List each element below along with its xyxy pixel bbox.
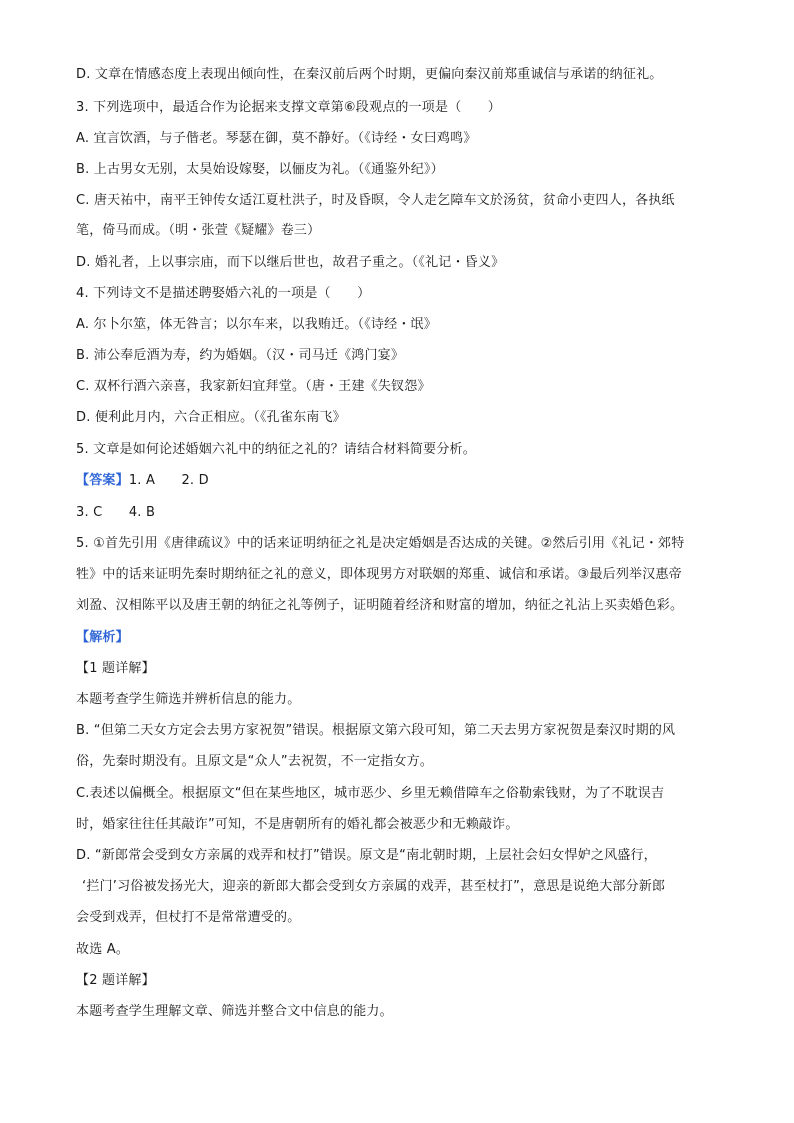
q3-option-c: C. 唐天祐中，南平王钟传女适江夏杜洪子，时及昏暝，令人走乞障车文於汤贫，贫命小吏四人，各执纸 <box>76 193 675 208</box>
q4-option-c: C. 双杯行酒六亲喜，我家新妇宜拜堂。（唐・王建《失钗怨》 <box>76 379 431 394</box>
detail-1-d-line-1: D. “新郎常会受到女方亲属的戏弄和杖打”错误。原文是“南北朝时期，上层社会妇女悍妒之风盛行， <box>76 848 657 863</box>
q3-option-b: B. 上古男女无别，太昊始设嫁娶，以俪皮为礼。（《通鉴外纪》） <box>76 162 444 177</box>
q4-option-b: B. 沛公奉卮酒为寿，约为婚姻。（汉・司马迁《鸿门宴》 <box>76 348 405 363</box>
q3-option-c-cont: 笔，倚马而成。（明・张萱《疑耀》卷三） <box>76 223 321 238</box>
question-4: 4. 下列诗文不是描述聘娶婚六礼的一项是（ ） <box>76 286 371 301</box>
answer-line-2: 3. C 4. B <box>76 505 156 520</box>
q4-option-d: D. 便利此月内，六合正相应。（《孔雀东南飞》 <box>76 410 346 425</box>
detail-1-c-line-2: 时，婚家往往任其敲诈”可知，不是唐朝所有的婚礼都会被恶少和无赖敲诈。 <box>76 817 519 832</box>
answer-5-line-1: 5. ①首先引用《唐律疏议》中的话来证明纳征之礼是决定婚姻是否达成的关键。②然后引用《礼记・郊特 <box>76 536 685 551</box>
analysis-heading <box>76 629 726 647</box>
question-5: 5. 文章是如何论述婚姻六礼中的纳征之礼的？请结合材料简要分析。 <box>76 442 476 457</box>
detail-1-conclusion: 故选 A。 <box>76 942 130 957</box>
detail-1-heading: 【1 题详解】 <box>76 661 155 676</box>
answer-tag: 【答案】 <box>76 473 129 488</box>
detail-2-heading: 【2 题详解】 <box>76 973 155 988</box>
answer-1-2: 1. A 2. D <box>128 473 209 488</box>
q3-option-a: A. 宜言饮酒，与子偕老。琴瑟在御，莫不静好。（《诗经・女曰鸡鸣》 <box>76 131 477 146</box>
answer-line-1 <box>76 472 726 490</box>
detail-1-b-line-2: 俗，先秦时期没有。且原文是“众人”去祝贺，不一定指女方。 <box>76 754 434 769</box>
detail-1-b-line-1: B. “但第二天女方定会去男方家祝贺”错误。根据原文第六段可知，第二天去男方家祝贺是秦汉时期的风 <box>76 723 676 738</box>
detail-1-d-line-2: ‘拦门’习俗被发扬光大，迎亲的新郎大都会受到女方亲属的戏弄，甚至杖打”，意思是说绝大部分新郎 <box>82 879 666 894</box>
detail-1-c-line-1: C.表述以偏概全。根据原文“但在某些地区，城市恶少、乡里无赖借障车之俗勒索钱财，为了不耽误吉 <box>76 786 665 801</box>
detail-2-intro: 本题考查学生理解文章、筛选并整合文中信息的能力。 <box>76 1004 393 1019</box>
detail-1-d-line-3: 会受到戏弄，但杖打不是常常遭受的。 <box>76 910 301 925</box>
detail-1-intro: 本题考查学生筛选并辨析信息的能力。 <box>76 692 301 707</box>
q2-option-d: D. 文章在情感态度上表现出倾向性，在秦汉前后两个时期，更偏向秦汉前郑重诚信与承诺的纳征礼。 <box>76 67 663 82</box>
answer-5-line-2: 牲》中的话来证明先秦时期纳征之礼的意义，即体现男方对联姻的郑重、诚信和承诺。③最后列举汉惠帝 <box>76 567 682 582</box>
question-3: 3. 下列选项中，最适合作为论据来支撑文章第⑥段观点的一项是（ ） <box>76 100 501 115</box>
answer-5-line-3: 刘盈、汉相陈平以及唐王朝的纳征之礼等例子，证明随着经济和财富的增加，纳征之礼沾上买卖婚色彩。 <box>76 598 684 613</box>
q4-option-a: A. 尔卜尔筮，体无咎言；以尔车来，以我贿迁。（《诗经・氓》 <box>76 317 437 332</box>
analysis-tag: 【解析】 <box>76 630 129 645</box>
q3-option-d: D. 婚礼者，上以事宗庙，而下以继后世也，故君子重之。（《礼记・昏义》 <box>76 255 505 270</box>
